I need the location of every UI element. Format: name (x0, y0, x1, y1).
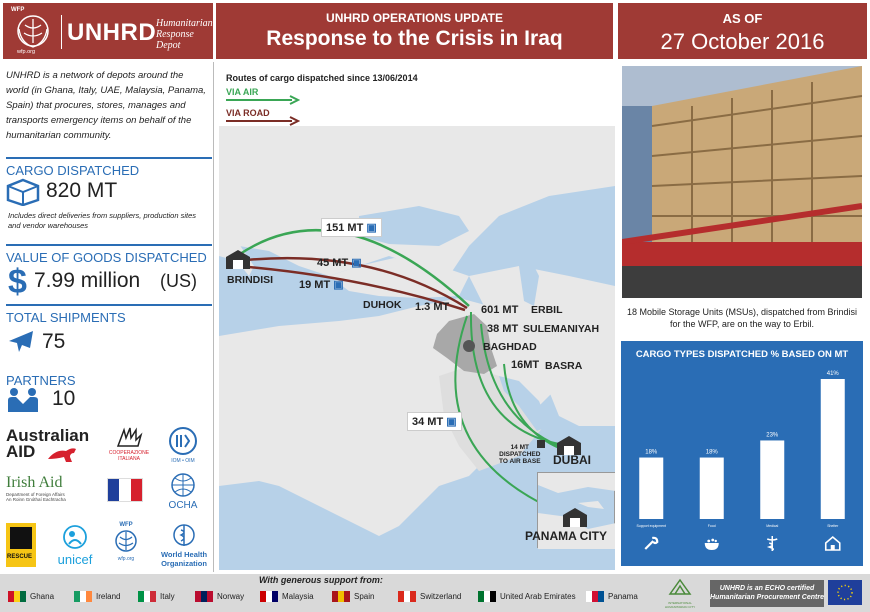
flag-icon (138, 591, 156, 602)
eu-flag-icon (828, 580, 862, 605)
rescue-label: RESCUE (7, 554, 33, 560)
msu-photo (622, 66, 862, 298)
ihc-logo (660, 578, 700, 609)
label-151mt-text: 151 MT (326, 222, 364, 234)
wfp-url: wfp.org (17, 49, 36, 55)
unhrd-subtitle (156, 18, 213, 51)
who-line2: Organization (161, 559, 207, 568)
label-38mt: 38 MT (487, 323, 519, 335)
city-brindisi: BRINDISI (227, 274, 274, 286)
unicef-emblem-icon (61, 524, 89, 550)
warehouse-panama-icon (562, 506, 588, 528)
iom-globe-icon (168, 426, 198, 456)
legend-title: Routes of cargo dispatched since 13/06/2014 (226, 73, 418, 83)
chart-category-label-0: Support equipment (636, 524, 667, 528)
label-34mt-text: 34 MT (412, 416, 444, 428)
irish-aid-sub2: An Roinn Gnóthaí Eachtracha (6, 497, 66, 502)
chart-bar-1 (700, 458, 724, 519)
flag-icon (260, 591, 278, 602)
cargo-types-chart (621, 341, 863, 566)
partners-label: PARTNERS (6, 373, 76, 388)
food-bowl-icon (705, 539, 719, 550)
chart-bar-0 (639, 458, 663, 519)
who-logo (158, 522, 210, 568)
label-14mt-line3: TO AIR BASE (499, 458, 541, 465)
flag-icon (478, 591, 496, 602)
chart-category-label-1: Food (707, 524, 716, 528)
header-brand (3, 3, 213, 59)
legend-road-arrow-icon (224, 116, 300, 126)
medical-caduceus-icon (767, 536, 777, 551)
label-14mt-line2: DISPATCHED (499, 451, 541, 458)
shelter-house-icon (826, 537, 840, 550)
australian-aid-line1: Australian (6, 426, 90, 445)
partners-value: 10 (52, 387, 76, 410)
wfp-label: WFP (11, 7, 25, 13)
unicef-label: unicef (57, 552, 93, 567)
label-45mt-text: 45 MT (317, 257, 349, 269)
footer-country-label: Ireland (96, 592, 121, 601)
wfp-partner-url: wfp.org (117, 556, 135, 562)
box-icon (6, 178, 40, 206)
cooperazione-logo (104, 426, 154, 462)
flag-icon (398, 591, 416, 602)
flag-icon (332, 591, 350, 602)
wfp-partner-emblem-icon (112, 528, 140, 554)
label-19mt-text: 19 MT (299, 279, 331, 291)
unicef-logo (54, 524, 96, 567)
ihc-label: INTERNATIONAL HUMANITARIAN CITY (664, 601, 696, 609)
warehouse-brindisi-icon (225, 248, 251, 270)
chart-value-label-2: 23% (766, 432, 779, 439)
echo-line2: Humanitarian Procurement Centre (710, 594, 824, 601)
footer-country-7 (478, 591, 576, 602)
partners-section (6, 367, 212, 388)
australian-aid-logo (6, 428, 89, 460)
cargo-label: CARGO DISPATCHED (6, 163, 140, 178)
australian-aid-line2: AID (6, 442, 36, 461)
footer-country-3 (195, 591, 244, 602)
unhrd-sub-line2: Response Depot (156, 29, 194, 51)
goods-section (6, 244, 212, 265)
truck-cargo-photo (622, 66, 862, 298)
update-subtitle: Response to the Crisis in Iraq (266, 27, 563, 50)
as-of-label: AS OF (722, 11, 763, 26)
label-1-3mt: 1.3 MT (415, 301, 450, 313)
route-map (219, 126, 615, 570)
ocha-label: OCHA (168, 500, 198, 511)
footer-country-label: Malaysia (282, 592, 314, 601)
footer-support-label: With generous support from: (259, 575, 383, 585)
city-duhok: DUHOK (363, 299, 402, 311)
flag-icon (195, 591, 213, 602)
legend-road-label: VIA ROAD (226, 108, 270, 118)
shipments-value: 75 (42, 330, 66, 353)
header-divider (61, 15, 62, 49)
city-sulemaniyah: SULEMANIYAH (523, 323, 600, 335)
flag-icon (8, 591, 26, 602)
cargo-note: Includes direct deliveries from suppliers, production sites and vendor warehouses (8, 211, 197, 230)
goods-label: VALUE OF GOODS DISPATCHED (6, 250, 207, 265)
footer-country-1 (74, 591, 120, 602)
city-basra: BASRA (545, 360, 583, 372)
label-151mt (321, 218, 382, 237)
label-16mt: 16MT (511, 359, 540, 371)
cargo-value: 820 MT (46, 179, 118, 202)
rescue-mark-icon (10, 527, 32, 549)
header-title (216, 3, 613, 59)
handshake-people-icon (6, 387, 40, 413)
cooperazione-line1: COOPERAZIONE (108, 450, 150, 456)
city-baghdad: BAGHDAD (483, 341, 537, 353)
cargo-section (6, 157, 212, 178)
footer-country-label: Panama (608, 592, 638, 601)
shipments-label: TOTAL SHIPMENTS (6, 310, 126, 325)
box-icon: ▣ (351, 257, 362, 269)
iom-logo (162, 426, 204, 464)
chart-plot (621, 341, 863, 566)
france-flag-icon (107, 478, 143, 502)
label-14mt (499, 444, 541, 465)
city-dubai: DUBAI (553, 453, 591, 467)
footer-country-label: United Arab Emirates (500, 592, 576, 601)
legend-air-label: VIA AIR (226, 87, 259, 97)
eu-stars-icon (828, 580, 862, 605)
goods-unit: (US) (160, 271, 197, 291)
flag-icon (586, 591, 604, 602)
un-emblem-icon (168, 472, 198, 498)
footer-country-2 (138, 591, 175, 602)
wfp-partner-logo (108, 522, 144, 562)
wrench-icon (645, 538, 657, 549)
photo-caption: 18 Mobile Storage Units (MSUs), dispatched from Brindisi for the WFP, are on the way to Erbil. (626, 307, 858, 329)
city-erbil: ERBIL (531, 304, 563, 316)
label-45mt (317, 256, 362, 269)
rescue-logo (6, 523, 36, 567)
chart-value-label-3: 41% (826, 371, 839, 377)
footer-country-5 (332, 591, 374, 602)
cooperazione-line2: ITALIANA (118, 456, 140, 462)
footer-country-0 (8, 591, 54, 602)
chart-bar-3 (821, 379, 845, 519)
footer-country-8 (586, 591, 638, 602)
chart-value-label-0: 18% (645, 449, 658, 456)
label-601mt: 601 MT (481, 304, 519, 316)
shipments-section (6, 304, 212, 325)
unhrd-sub-line1: Humanitarian (156, 18, 213, 29)
irish-aid-label: Irish Aid (6, 474, 63, 491)
airplane-icon (6, 328, 36, 356)
hands-icon (114, 426, 144, 448)
label-19mt (299, 278, 344, 291)
column-divider (213, 62, 214, 572)
unhrd-logo-text: UNHRD (67, 19, 157, 46)
intro-text: UNHRD is a network of depots around the world (in Ghana, Italy, UAE, Malaysia, Panama, Spain) that procures, stores, manages and transports emergency items on behalf of the humanitarian community. (6, 70, 206, 141)
iom-label: IOM • OIM (171, 458, 195, 464)
update-title: UNHRD OPERATIONS UPDATE (326, 11, 503, 25)
who-emblem-icon (170, 522, 198, 548)
ocha-logo (162, 472, 204, 511)
chart-title: CARGO TYPES DISPATCHED % BASED ON MT (635, 349, 849, 360)
city-panama: PANAMA CITY (525, 529, 607, 543)
ihc-emblem-icon (668, 578, 692, 596)
echo-line1: UNHRD is an ECHO certified (719, 585, 815, 592)
chart-category-label-2: Medical (766, 524, 779, 528)
who-line1: World Health (160, 550, 208, 559)
legend-air-arrow-icon (224, 95, 300, 105)
irish-aid-logo (6, 474, 66, 502)
box-icon: ▣ (446, 416, 457, 428)
footer-country-4 (260, 591, 314, 602)
chart-category-label-3: Shelter (827, 524, 839, 528)
footer-country-label: Norway (217, 592, 245, 601)
baghdad-marker (463, 340, 475, 352)
chart-bar-2 (760, 440, 784, 519)
chart-value-label-1: 18% (705, 449, 718, 456)
footer-country-label: Spain (354, 592, 375, 601)
kangaroo-icon (46, 445, 80, 463)
as-of-date: 27 October 2016 (660, 29, 825, 54)
echo-badge (710, 580, 824, 607)
label-34mt (407, 412, 462, 431)
footer-country-label: Switzerland (420, 592, 462, 601)
dollar-icon: $ (8, 263, 27, 301)
wfp-partner-label: WFP (119, 522, 133, 528)
footer-country-label: Ghana (30, 592, 55, 601)
header-date (618, 3, 867, 59)
footer-country-label: Italy (160, 592, 175, 601)
box-icon: ▣ (333, 279, 344, 291)
label-14mt-line1: 14 MT (510, 444, 529, 451)
footer-country-6 (398, 591, 461, 602)
flag-icon (74, 591, 92, 602)
box-icon: ▣ (366, 222, 377, 234)
irish-aid-sub1: Department of Foreign Affairs (6, 492, 65, 497)
goods-value: 7.99 million (34, 269, 141, 292)
